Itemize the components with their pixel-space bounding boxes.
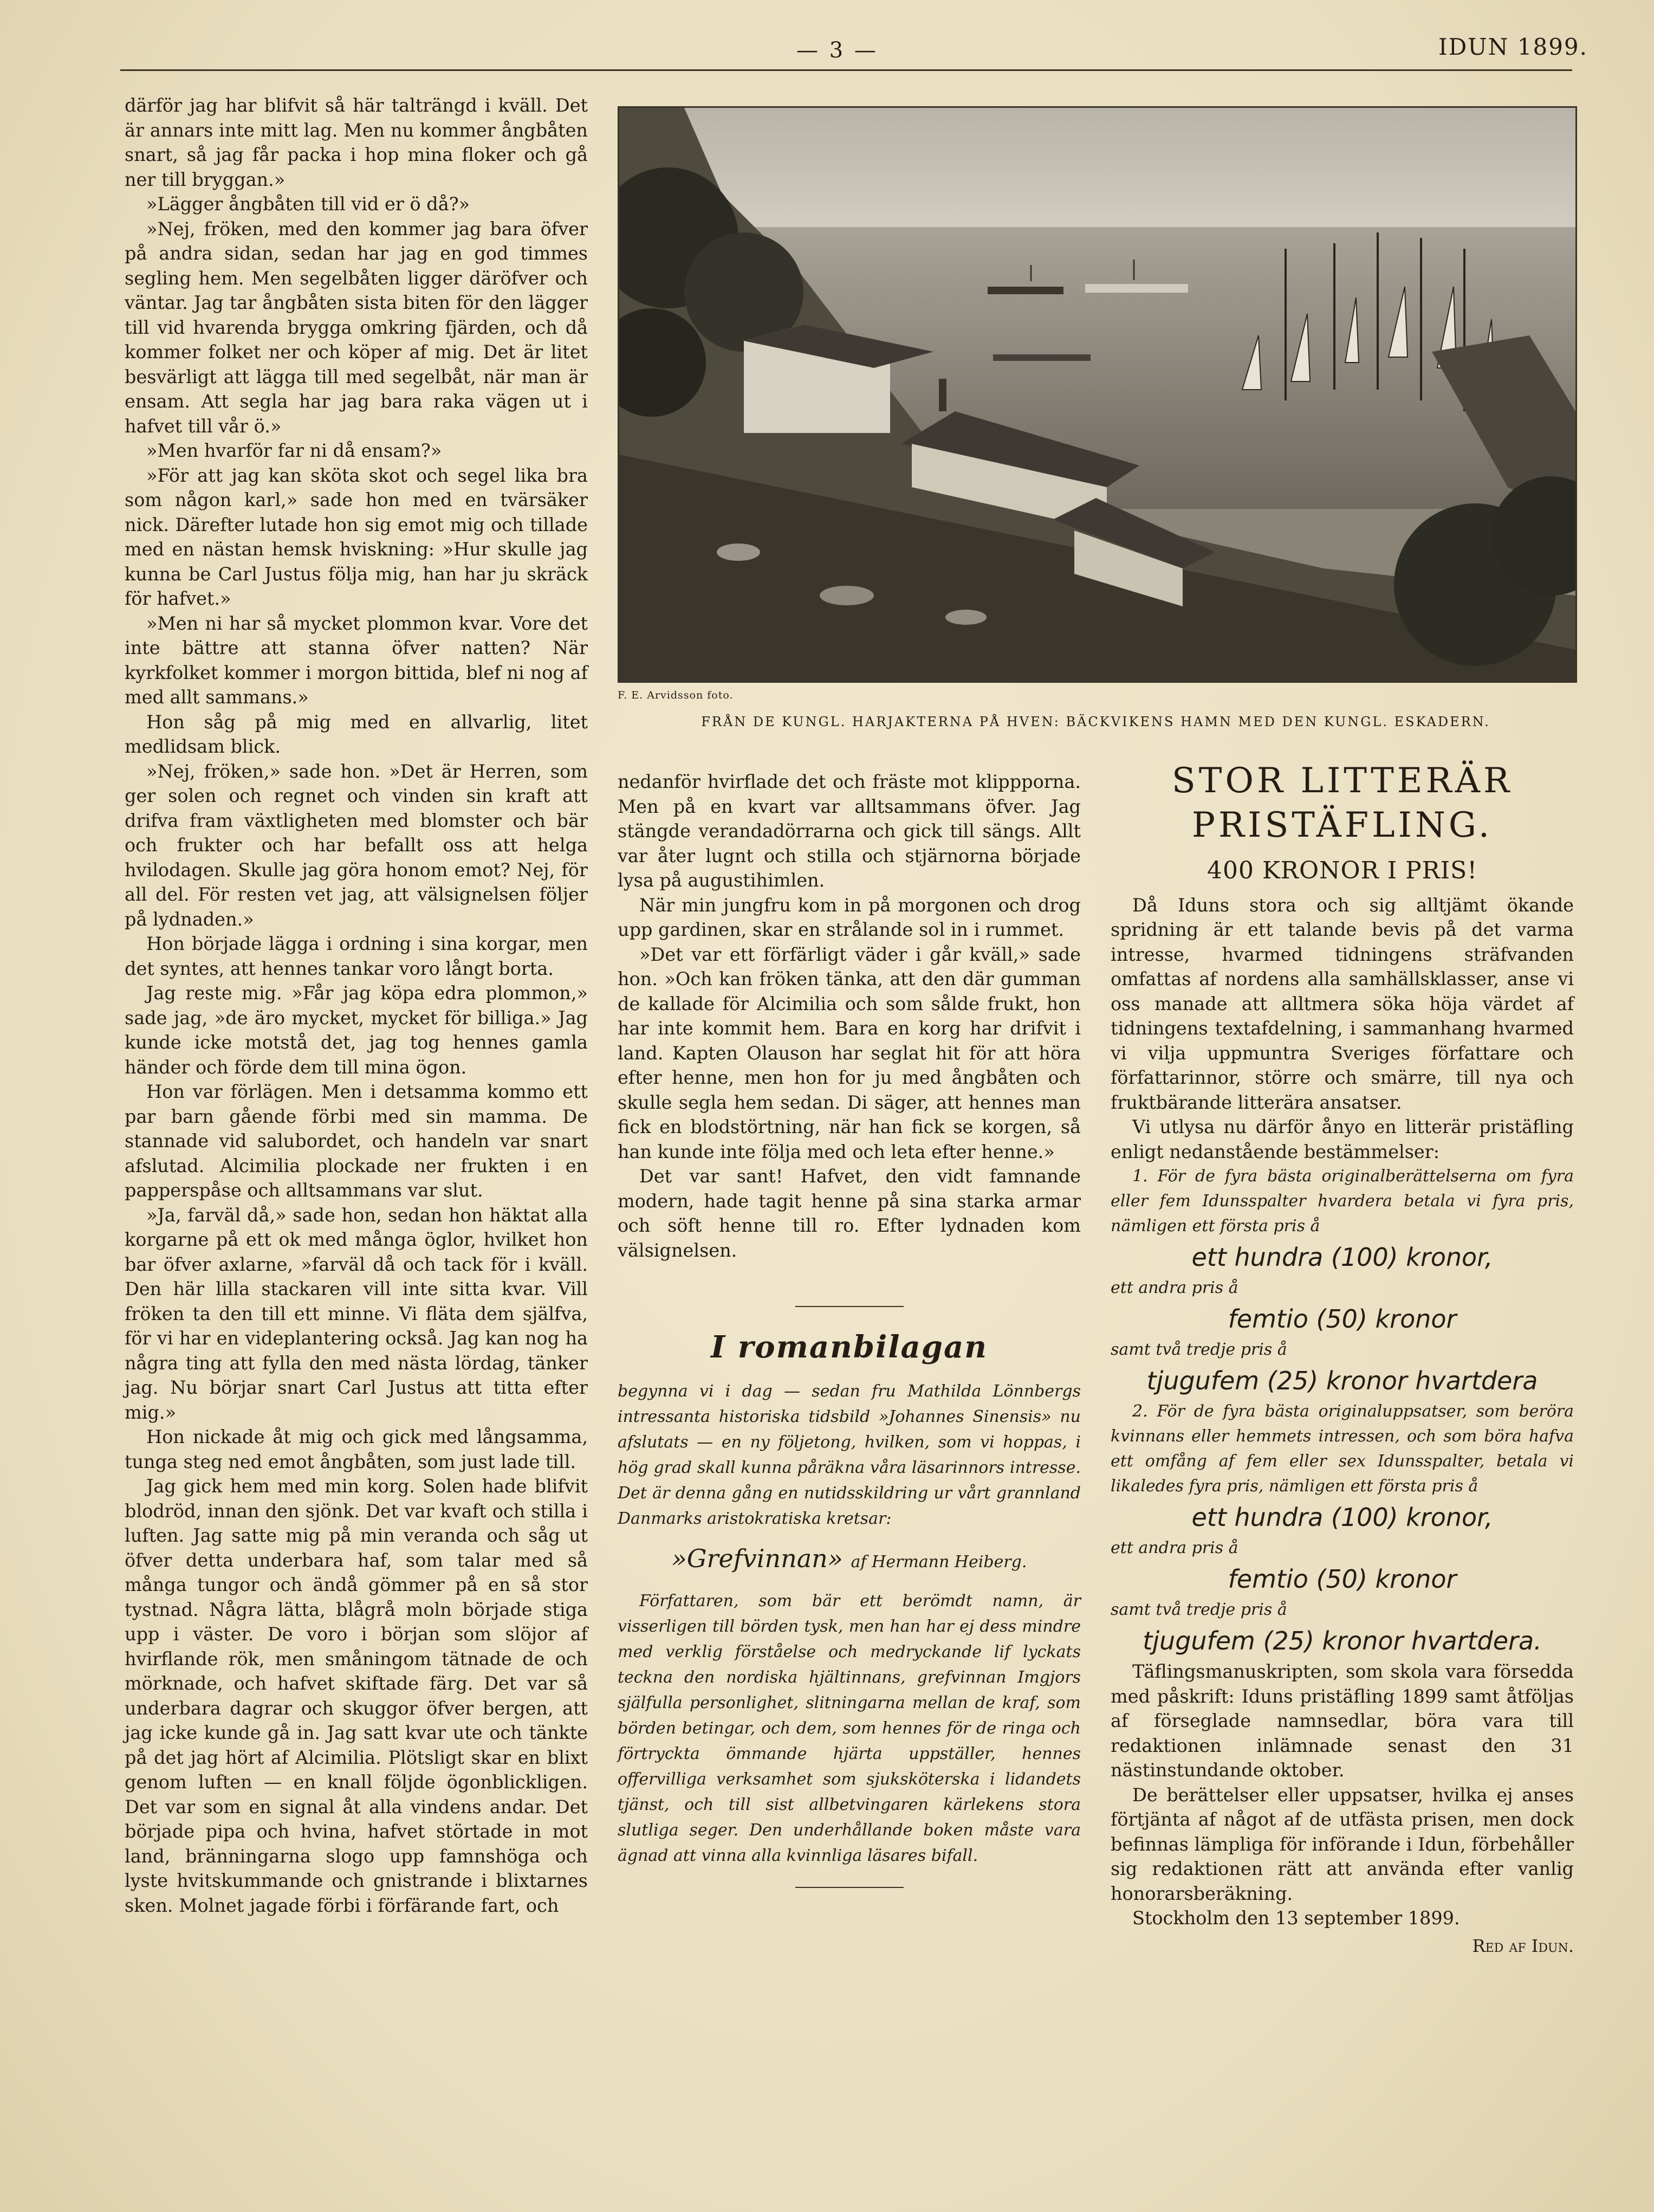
prize-second: femtio (50) kronor <box>1228 1304 1457 1334</box>
paragraph: »Men ni har så mycket plommon kvar. Vore det inte bättre att stanna öfver natten? När kyrkfolket kommer i morgon bittida, blef ni nog af med allt sammans.» <box>125 612 588 708</box>
date-line: Stockholm den 13 september 1899. <box>1132 1907 1460 1929</box>
prize-first: ett hundra (100) kronor, <box>1191 1243 1493 1272</box>
prize-third: tjugufem (25) kronor hvartdera. <box>1143 1626 1542 1655</box>
prize-third-label: samt två tredje pris å <box>1111 1340 1287 1359</box>
paragraph: Det var sant! Hafvet, den vidt famnande modern, hade tagit henne på sina starka armar och söft henne till ro. Efter lydnaden kom välsignelsen. <box>618 1166 1081 1261</box>
header-rule <box>120 69 1572 71</box>
paragraph: När min jungfru kom in på morgonen och drog upp gardinen, skar en strålande sol in i rummet. <box>618 894 1081 940</box>
paragraph: »Men hvarför far ni då ensam?» <box>146 440 442 461</box>
prize-third: tjugufem (25) kronor hvartdera <box>1146 1366 1538 1395</box>
page-number: — 3 — <box>796 38 878 63</box>
prize-second: femtio (50) kronor <box>1228 1564 1457 1594</box>
rule-2: 2. För de fyra bästa originaluppsatser, som beröra kvinnans eller hemmets intressen, och som böra hafva ett omfång af fem eller sex Idunsspalter, betala vi likaledes fyra pris, nämligen ett första pris å <box>1111 1402 1574 1496</box>
photo-caption: FRÅN DE KUNGL. HARJAKTERNA PÅ HVEN: BÄCKVIKENS HAMN MED DEN KUNGL. ESKADERN. <box>701 714 1490 729</box>
novel-author: af Hermann Heiberg. <box>851 1552 1027 1571</box>
paragraph: »Nej, fröken, med den kommer jag bara öfver på andra sidan, sedan har jag en god timmes segling hem. Men segelbåten ligger däröfver och väntar. Jag tar ångbåten sista biten för den lägger till vid hvarenda brygga omkring fjärden, och då kommer folket ner och köper af mig. Det är litet besvärligt att lägga till med segelbåt, när man är ensam. Att segla har jag bara raka vägen ut i hafvet till vår ö.» <box>125 218 588 437</box>
paragraph: »Nej, fröken,» sade hon. »Det är Herren, som ger solen och regnet och vinden sin kraft att drifva fram växtligheten med blomster och bär och frukter och har befallt oss att helga hvilodagen. Skulle jag göra honom emot? Nej, för all del. För resten vet jag, att välsignelsen följer på lydnaden.» <box>125 760 588 930</box>
prize-second-label: ett andra pris å <box>1111 1538 1238 1557</box>
paragraph: Vi utlysa nu därför ånyo en litterär pristäfling enligt nedanstående bestämmelser: <box>1111 1116 1574 1162</box>
paragraph: Jag reste mig. »Får jag köpa edra plommon,» sade jag, »de äro mycket, mycket för billiga.» Jag kunde icke motstå det, jag tog hennes gamla händer och förde dem till mina ögon. <box>125 982 588 1078</box>
paragraph: »Det var ett förfärligt väder i går kväll,» sade hon. »Och kan fröken tänka, att den där gumman de kallade för Alcimilia och som sålde frukt, hon har inte kommit hem. Bara en korg har drifvit i land. Kapten Olauson har seglat hit för att höra efter henne, men hon for ju med ångbåten och skulle segla hem sedan. Di säger, att hennes man fick en blodstörtning, när han fick se korgen, så han kunde inte följa med och leta efter henne.» <box>618 943 1081 1162</box>
paragraph: De berättelser eller uppsatser, hvilka ej anses förtjänta af något af de utfästa prisen, men dock befinnas lämpliga för införande i Idun, förbehåller sig redaktionen rätt att använda efter vanlig honorarsberäkning. <box>1111 1784 1574 1904</box>
romanbilagan-heading: I romanbilagan <box>711 1329 988 1365</box>
paragraph: Hon såg på mig med en allvarlig, litet medlidsam blick. <box>125 711 588 757</box>
prize-first: ett hundra (100) kronor, <box>1191 1503 1493 1532</box>
competition-subtitle: 400 KRONOR I PRIS! <box>1207 857 1478 884</box>
paragraph: Jag gick hem med min korg. Solen hade blifvit blodröd, innan den sjönk. Det var kvaft och stilla i luften. Jag satte mig på min veranda och såg ut öfver detta underbara haf, som talar med så många tungor och ändå gömmer på en så stor tystnad. Några lätta, blågrå moln började stiga upp i väster. De voro i början som slöjor af hvirflande rök, men småningom tätnade de och mörknade, och hafvet skiftade färg. Det var så underbara dagrar och skuggor öfver bergen, att jag icke kunde gå in. Jag satt kvar ute och tänkte på det jag hört af Alcimilia. Plötsligt skar en blixt genom luften — en knall följde ögonblickligen. Det var som en signal åt alla vindens andar. Det började pipa och hvina, hafvet störtade in mot land, bränningarna slogo upp famnshöga och lyste hvitskummande och gnistrande i blixtarnes sken. Molnet jagade förbi i förfärande fart, och <box>125 1476 588 1916</box>
story-column-1 <box>125 93 588 1918</box>
harbor-photograph <box>618 106 1577 683</box>
novel-title-line <box>618 1543 1081 1575</box>
prize-third-label: samt två tredje pris å <box>1111 1600 1287 1619</box>
paragraph: »För att jag kan sköta skot och segel lika bra som någon karl,» sade hon med en tvärsäker nick. Därefter lutade hon sig emot mig och tillade med en nästan hemsk hviskning: »Hur skulle jag kunna be Carl Justus följa mig, han har ju skräck för hafvet.» <box>125 464 588 609</box>
paragraph: Hon nickade åt mig och gick med långsamma, tunga steg ned emot ångbåten, som just lade till. <box>125 1426 588 1472</box>
competition-column <box>1111 759 1574 1958</box>
story-column-2 <box>618 769 1081 1888</box>
section-divider <box>795 1887 904 1888</box>
section-divider <box>795 1306 904 1307</box>
paragraph: Då Iduns stora och sig alltjämt ökande spridning är ett talande bevis på det varma intresse, hvarmed tidningens sträfvanden omfattas af nordens alla samhällsklasser, anse vi oss manade att alltmera söka höja värdet af tidningens textafdelning, i sammanhang hvarmed vi vilja uppmuntra Sveriges författare och författarinnor, större och smärre, till nya och fruktbärande litterära ansatser. <box>1111 894 1574 1113</box>
novel-title: »Grefvinnan» <box>671 1543 843 1573</box>
rule-1: 1. För de fyra bästa originalberättelserna om fyra eller fem Idunsspalter hvardera betala vi fyra pris, nämligen ett första pris å <box>1111 1167 1574 1236</box>
paragraph: nedanför hvirflade det och fräste mot klippporna. Men på en kvart var alltsammans öfver. Jag stängde verandadörrarna och gick till sängs. Allt var åter lugnt och stilla och stjärnorna började lysa på augustihimlen. <box>618 771 1081 891</box>
paragraph: Täflingsmanuskripten, som skola vara försedda med påskrift: Iduns pristäfling 1899 samt åtföljas af förseglade namnsedlar, böra vara till redaktionen inlämnade senast den 31 nästinstundande oktober. <box>1111 1661 1574 1781</box>
paragraph: »Lägger ångbåten till vid er ö då?» <box>146 193 470 215</box>
prize-second-label: ett andra pris å <box>1111 1278 1238 1297</box>
photo-credit: F. E. Arvidsson foto. <box>618 689 734 701</box>
paragraph: »Ja, farväl då,» sade hon, sedan hon häktat alla korgarne på ett ok med många öglor, hvilket hon bar öfver axlarne, »farväl då och tack för i kväll. Den här lilla stackaren vill inte sitta kvar. Vill fröken ta den till ett minne. Vi fläta dem själfva, för vi har en videplantering också. Jag kan nog ha några ting att fylla den med nästa lördag, tänker jag. Nu börjar snart Carl Justus att titta efter mig.» <box>125 1204 588 1423</box>
signature: Red af Idun. <box>1472 1935 1574 1956</box>
romanbilagan-text: Författaren, som bär ett berömdt namn, är visserligen till börden tysk, men han har ej dess mindre med verklig förståelse och medryckande lif lyckats teckna den nordiska hjältinnans, grefvinnan Imgjors själfulla personlighet, slitningarna mellan de kraf, som börden betingar, och dem, som hennes för de ringa och förtryckta ömmande hjärta uppställer, hennes offervilliga verksamhet som sjuksköterska i lidandets tjänst, och till sist allbetvingaren kärlekens stora slutliga seger. Den underhållande boken måste vara ägnad att vinna alla kvinnliga läsares bifall. <box>618 1592 1081 1865</box>
paragraph: Hon började lägga i ordning i sina korgar, men det syntes, att hennes tankar voro långt borta. <box>125 933 588 979</box>
paragraph: därför jag har blifvit så här talträngd i kväll. Det är annars inte mitt lag. Men nu kommer ångbåten snart, så jag får packa i hop mina floker och gå ner till bryggan.» <box>125 95 588 190</box>
competition-title: STOR LITTERÄR PRISTÄFLING. <box>1171 761 1513 845</box>
paragraph: Hon var förlägen. Men i detsamma kommo ett par barn gående förbi med sin mamma. De stannade vid salubordet, och handeln var snart afslutad. Alcimilia plockade ner frukten i en papperspåse och alltsammans var slut. <box>125 1081 588 1201</box>
romanbilagan-intro: begynna vi i dag — sedan fru Mathilda Lönnbergs intressanta historiska tidsbild »Johannes Sinensis» nu afslutats — en ny följetong, hvilken, som vi hoppas, i hög grad skall kunna påräkna våra läsarinnors intresse. Det är denna gång en nutidsskildring ur vårt grannland Danmarks aristokratiska kretsar: <box>618 1381 1081 1528</box>
publication-title: IDUN 1899. <box>1438 34 1588 60</box>
